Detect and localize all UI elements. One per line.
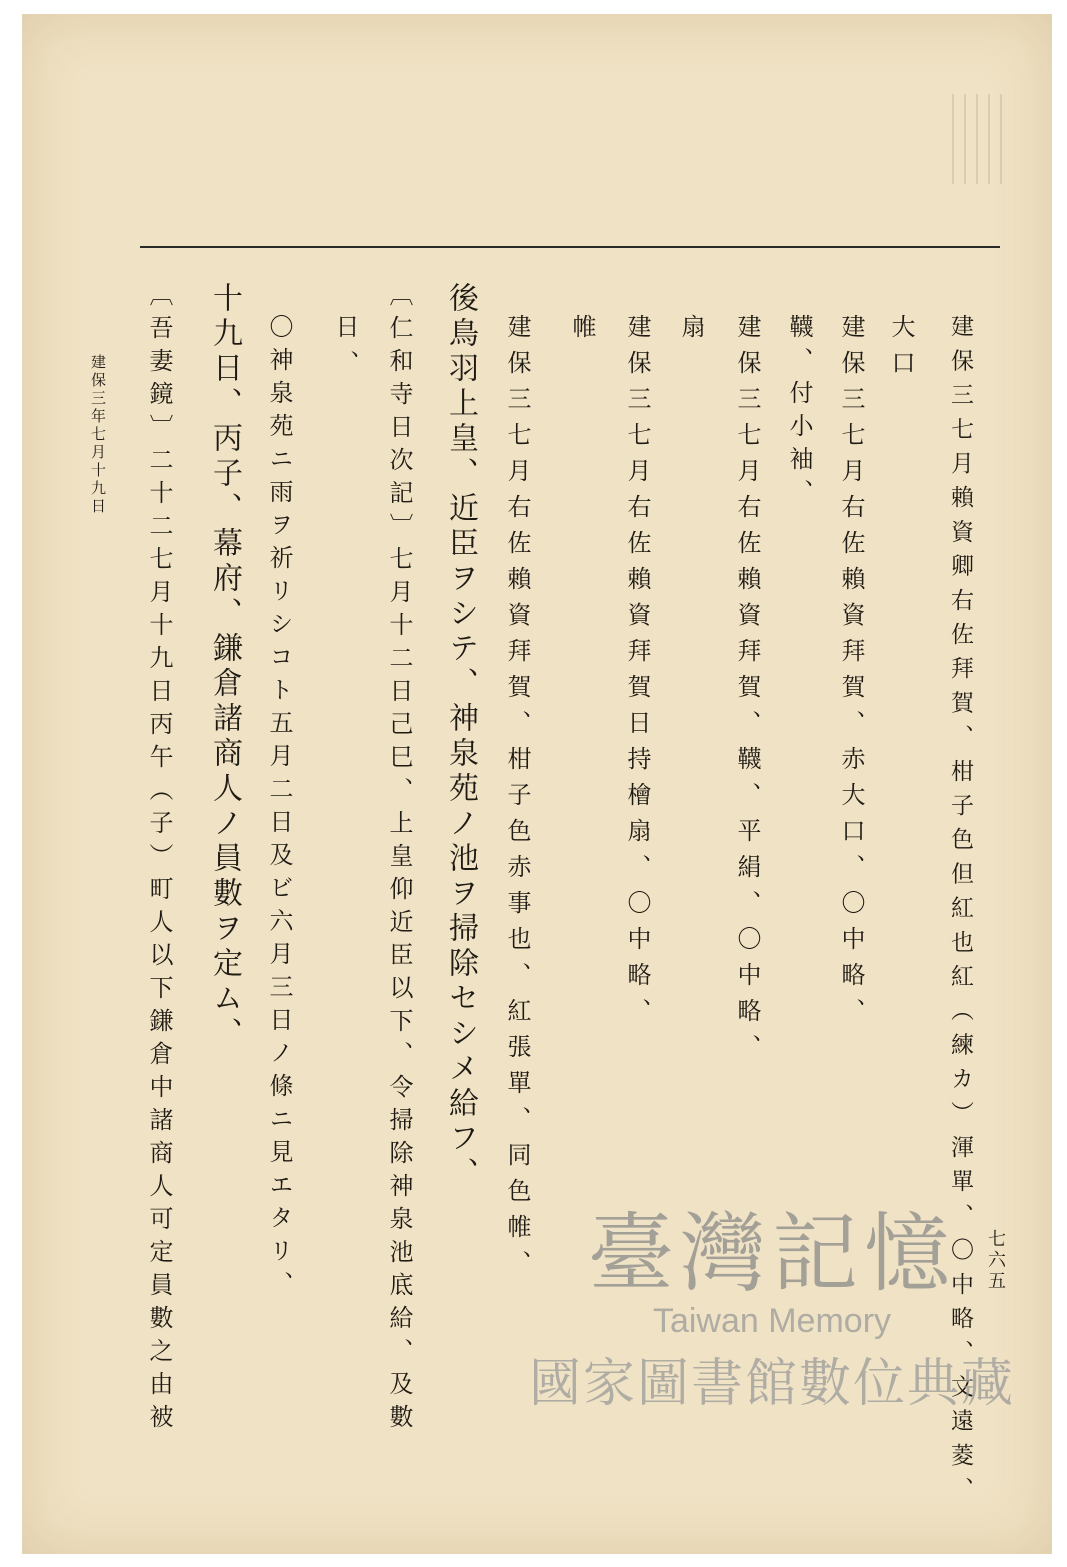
text-column-1: 建保三七月賴資卿右佐拜賀、柑子色但紅也紅（練カ）渾單、〇中略、文遠菱、 <box>947 314 973 1511</box>
text-column-7: 建保三七月右佐賴資拜賀日持檜扇、〇中略、 <box>623 314 651 1034</box>
text-column-3: 建保三七月右佐賴資拜賀、赤大口、〇中略、 <box>837 314 865 1034</box>
text-column-9: 建保三七月右佐賴資拜賀、柑子色赤事也、紅張單、同色帷、 <box>503 314 531 1286</box>
text-column-12: 〔吾妻鏡〕二十二七月十九日丙午（子）町人以下鎌倉中諸商人可定員數之由被 <box>145 282 173 1437</box>
watermark-english: Taiwan Memory <box>652 1302 892 1340</box>
watermark-chinese: 臺灣記憶 <box>588 1204 956 1304</box>
note-column: 〇神泉苑ニ雨ヲ祈リシコト五月二日及ビ六月三日ノ條ニ見エタリ、 <box>265 314 293 1304</box>
text-column-8: 帷 <box>568 314 596 350</box>
heading-column-2: 十九日、丙子、幕府、鎌倉諸商人ノ員數ヲ定ム、 <box>207 282 242 1052</box>
document-page <box>22 14 1052 1554</box>
page-number: 七六五 <box>985 1229 1006 1292</box>
watermark <box>512 1184 1032 1416</box>
watermark-library: 國家圖書館數位典藏 <box>528 1354 1015 1414</box>
text-column-4: 韈、付小袖、 <box>785 314 813 512</box>
heading-column-1: 後鳥羽上皇、近臣ヲシテ、神泉苑ノ池ヲ掃除セシメ給フ、 <box>443 282 478 1192</box>
text-column-5: 建保三七月右佐賴資拜賀、韈、平絹、〇中略、 <box>733 314 761 1070</box>
text-column-2: 大口 <box>887 314 915 386</box>
running-head: 建保三年七月十九日 <box>89 354 107 516</box>
text-column-10: 〔仁和寺日次記〕七月十二日己巳、上皇仰近臣以下、令掃除神泉池底給、及數 <box>385 282 413 1437</box>
text-column-11: 日、 <box>331 314 359 386</box>
bleed-through-mark <box>952 94 1012 184</box>
text-column-6: 扇 <box>677 314 705 350</box>
header-rule <box>140 246 1000 248</box>
